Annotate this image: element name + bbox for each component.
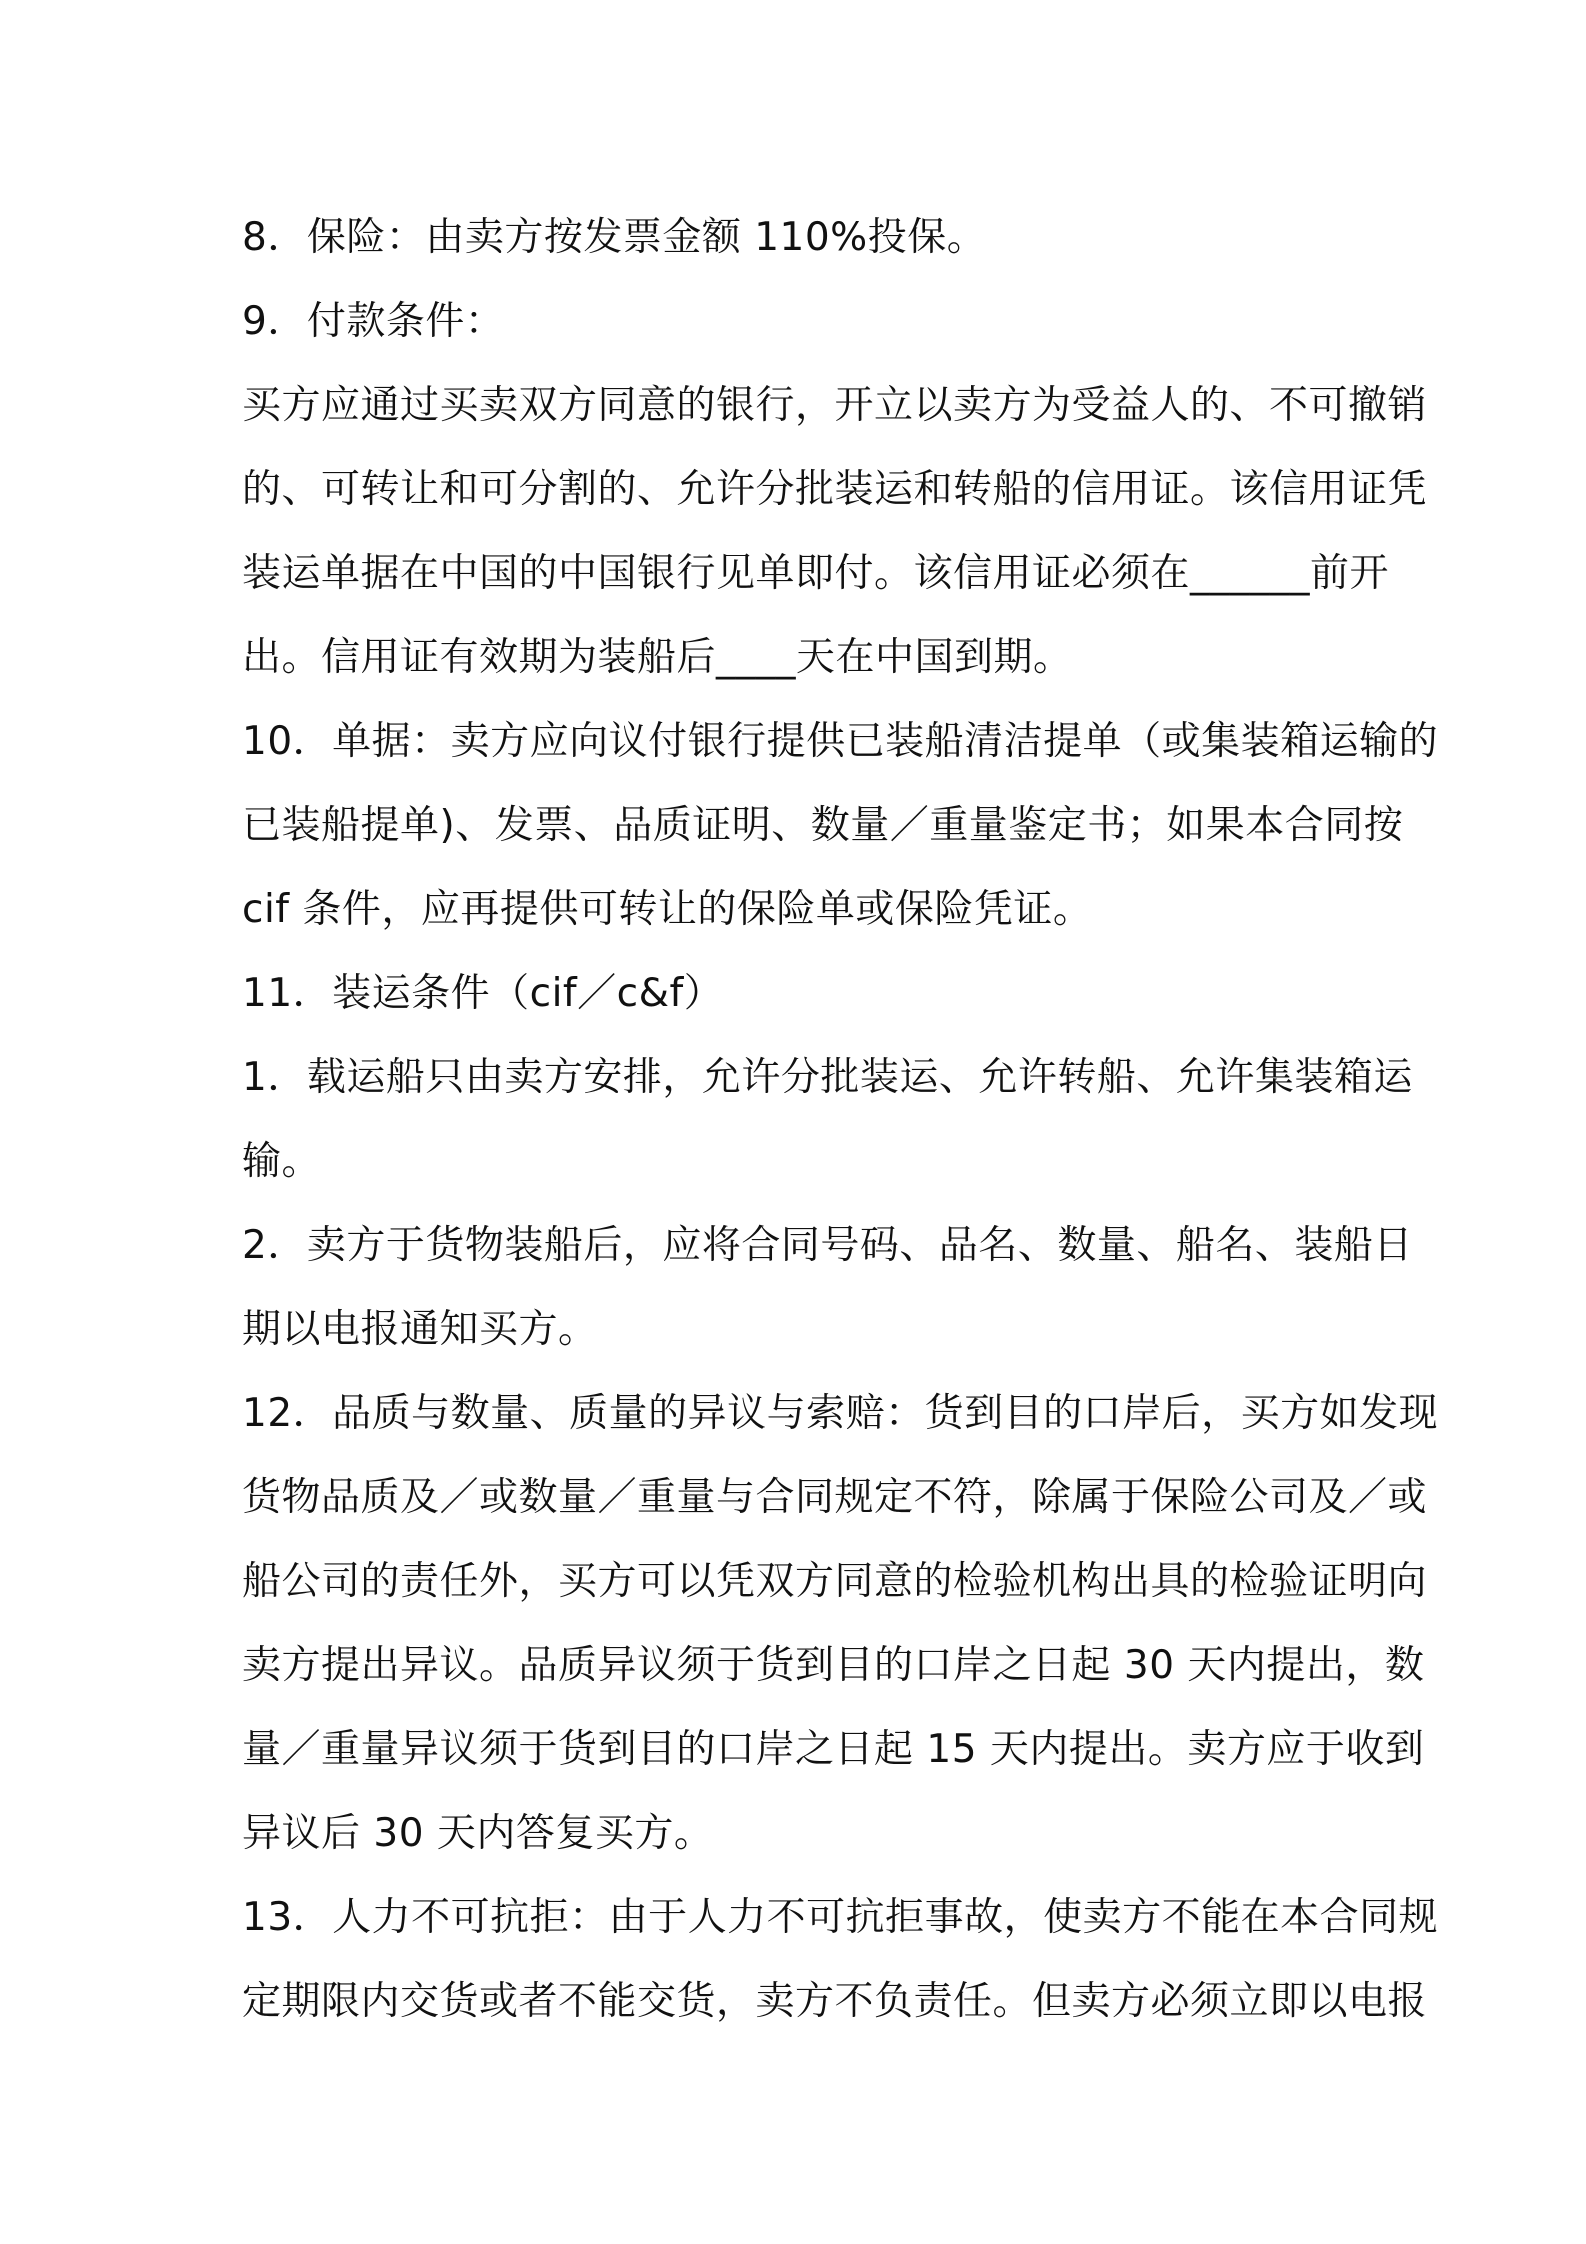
clause-11-item-2-line-1: 2．卖方于货物装船后，应将合同号码、品名、数量、船名、装船日 [242, 1223, 1413, 1268]
clause-12-line-3: 船公司的责任外，买方可以凭双方同意的检验机构出具的检验证明向 [242, 1559, 1428, 1604]
clause-13-line-2: 定期限内交货或者不能交货，卖方不负责任。但卖方必须立即以电报 [242, 1979, 1428, 2024]
clause-9-payment-heading: 9．付款条件： [242, 299, 505, 344]
clause-9-line-2: 的、可转让和可分割的、允许分批装运和转船的信用证。该信用证凭 [242, 467, 1428, 512]
clause-11-shipment-heading: 11．装运条件（cif／c&f） [242, 971, 724, 1016]
clause-9-line-1: 买方应通过买卖双方同意的银行，开立以卖方为受益人的、不可撤销 [242, 383, 1428, 428]
clause-12-line-5: 量／重量异议须于货到目的口岸之日起 15 天内提出。卖方应于收到 [242, 1727, 1425, 1772]
clause-9-line-3: 装运单据在中国的中国银行见单即付。该信用证必须在______前开 [242, 551, 1390, 596]
clause-12-line-6: 异议后 30 天内答复买方。 [242, 1811, 714, 1856]
clause-10-line-3: cif 条件，应再提供可转让的保险单或保险凭证。 [242, 887, 1093, 932]
clause-10-line-1: 10．单据：卖方应向议付银行提供已装船清洁提单（或集装箱运输的 [242, 719, 1439, 764]
clause-8-insurance: 8．保险：由卖方按发票金额 110%投保。 [242, 215, 987, 260]
clause-12-line-1: 12．品质与数量、质量的异议与索赔：货到目的口岸后，买方如发现 [242, 1391, 1439, 1436]
contract-text-body [242, 196, 1439, 2044]
clause-12-line-4: 卖方提出异议。品质异议须于货到目的口岸之日起 30 天内提出，数 [242, 1643, 1425, 1688]
clause-11-item-2-line-2: 期以电报通知买方。 [242, 1307, 598, 1352]
clause-11-item-1-line-1: 1．载运船只由卖方安排，允许分批装运、允许转船、允许集装箱运 [242, 1055, 1413, 1100]
clause-11-item-1-line-2: 输。 [242, 1139, 322, 1184]
clause-12-line-2: 货物品质及／或数量／重量与合同规定不符，除属于保险公司及／或 [242, 1475, 1428, 1520]
clause-10-line-2: 已装船提单)、发票、品质证明、数量／重量鉴定书；如果本合同按 [242, 803, 1404, 848]
clause-9-line-4: 出。信用证有效期为装船后____天在中国到期。 [242, 635, 1073, 680]
clause-13-line-1: 13．人力不可抗拒：由于人力不可抗拒事故，使卖方不能在本合同规 [242, 1895, 1439, 1940]
